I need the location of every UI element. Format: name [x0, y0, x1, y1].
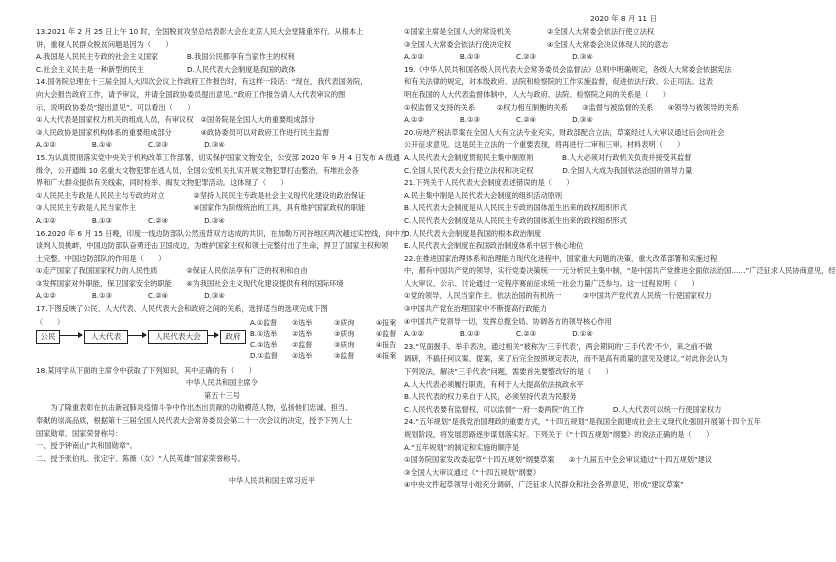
- left-line: ①走产国家了我国国家权力的人民性质 ②保证人民依法享有广泛的权利和自由: [36, 266, 308, 276]
- relationship-diagram: [36, 318, 408, 364]
- left-line: 二、授予张伯礼、张定宇、陈薇（女）“人民英雄”国家荣誉称号。: [36, 453, 245, 463]
- right-line: 公开征求意见。这是民主立法的一个重要表现，将再进行二审和三审。材料表明（ ）: [404, 140, 685, 150]
- left-line: 一、授予钟南山“共和国勋章”。: [36, 441, 137, 451]
- diagram-node-congress: 人民代表大会: [148, 330, 208, 344]
- right-line: B.人民代表大会制度是从人民民主专政的国体派生出来的政权组织形式: [404, 203, 627, 213]
- right-line: E.人民代表大会制度在我国政治制度体系中居于核心地位: [404, 241, 584, 251]
- left-line: ③发挥国家对外职能，保卫国家安全的职能 ④为我国社会主义现代化建设提供有利的国际环境: [36, 278, 344, 288]
- right-line: ①国家主席是全国人大的常设机关 ②全国人大常委会依法行使立法权: [404, 27, 655, 36]
- left-line: A.①② B.①③ C.②④ D.③④: [36, 215, 225, 225]
- right-line: A.①② B.①③ C.②③ D.③④: [404, 52, 593, 62]
- option-row: [250, 318, 420, 329]
- right-line: 21.下列关于人民代表大会制度表述错误的是（ ）: [404, 178, 574, 188]
- option-cell: B.①选举: [250, 329, 278, 338]
- option-row: [250, 340, 420, 351]
- right-line: A.民主集中制是人民代表大会制度的组织活动原则: [404, 190, 563, 200]
- option-cell: C.①选举: [250, 340, 278, 349]
- option-cell: A.①监督: [250, 318, 278, 327]
- left-line: 示，说明政协委员“提出意见”。可以看出（ ）: [36, 102, 195, 112]
- left-line: ③人民民主专政是人民当家作主 ④国家作为阶级统治的工具，具有维护国家政权的职能: [36, 203, 366, 213]
- option-row: [250, 351, 420, 362]
- right-line: B.人民代表的权力来自于人民，必须坚持代表为民服务: [404, 392, 577, 402]
- right-line: 和有关法律的规定，对本级政府、法院和检察院的工作实施监督，促进依法行政、公正司法。这表: [404, 77, 714, 87]
- right-line: A.“五年规划”的制定和实施的顺序是: [404, 442, 520, 452]
- right-line: D.人民代表大会制度是我国的根本政治制度: [404, 228, 542, 238]
- left-line: ①人大代表是国家权力机关的组成人员，有审议权 ②国务院是全国人大的重要组成部分: [36, 115, 315, 125]
- right-line: 明在我国的人大代表监督体制中，人大与政府、法院、检察院之间的关系是（ ）: [404, 89, 670, 99]
- left-line: 16.2020 年 6 月 15 日晚，印度一线边防部队公然违背双方达成的共识，在加勒万河谷地区两次越过实控线，向中方: [36, 228, 408, 238]
- option-cell: ②选举: [292, 351, 313, 360]
- left-line: 14.国务院总理在十三届全国人大四次会议上作政府工作报告时，有这样一段话：“现在，我代表国务院，: [36, 77, 368, 87]
- right-line: ④中国共产党领导一切，发挥总揽全局、协调各方的领导核心作用: [404, 316, 612, 326]
- left-line: A.①② B.①④ C.②③ D.③④: [36, 140, 225, 150]
- left-line: A.我国是人民民主专政的社会主义国家 B.我国公民都享有当家作主的权利: [36, 52, 295, 62]
- option-cell: ④监督: [376, 329, 397, 338]
- right-line: ①权监督又支持的关系 ②权力相互制衡的关系 ③监督与被监督的关系 ④领导与被领导的关系: [404, 102, 739, 112]
- right-column: [404, 26, 836, 492]
- left-line: 国家勋章、国家荣誉称号：: [36, 428, 123, 438]
- right-line: 19.《中华人民共和国各级人民代表大会常务委员会监督法》总则中明确规定，各级人大常委会依据宪法: [404, 64, 732, 74]
- right-line: 调研，不搞任何议案、提案，来了后完全按照规定表决，而不是高有质量的意见及建议。”对此你会认为: [404, 354, 728, 364]
- right-line: ④中央文件起草领导小组充分调研，广泛征求人民群众和社会各界意见，形成“建议草案”: [404, 480, 684, 490]
- diagram-node-government: 政府: [220, 330, 246, 344]
- diagram-node-citizen: 公民: [36, 330, 60, 344]
- left-line: 为了隆重表彰在抗击新冠肺炎疫情斗争中作出杰出贡献的功勋模范人物，弘扬他们忠诚、担当、: [36, 403, 353, 413]
- right-line: ③全国人大常委会依法行使决定权 ④全国人大常委会决议体现人民的意志: [404, 39, 669, 49]
- arrow-icon: [128, 335, 146, 336]
- right-line: ③全国人大审议通过《“十四五规划”纲要》: [404, 467, 541, 477]
- left-line: 向大会报告政府工作，请予审议，并请全国政协委员提出意见。”政府工作报告请人大代表审议的图: [36, 89, 346, 99]
- option-cell: ③质询: [334, 329, 355, 338]
- option-cell: ③质询: [334, 318, 355, 327]
- option-cell: ④报案: [376, 318, 397, 327]
- diagram-options: [250, 318, 420, 362]
- option-cell: ③质询: [334, 340, 355, 349]
- diagram-blank-label: （ ）: [36, 317, 64, 326]
- right-line: 22.在推进国家治理体系和治理能力现代化进程中，国家重大问题的决策、重大改革部署和实施过程: [404, 253, 718, 263]
- right-line: 20.房地产税法草案在全国人大有立法专业充实，财政部配合立法，草案经过人大审议通过后会向社会: [404, 127, 725, 137]
- right-line: ③中国共产党在治理国家中不断提高行政能力: [404, 304, 548, 314]
- left-line: 界和广大群众提供有关线索，同时检举、揭发文物犯罪活动。这体现了（ ）: [36, 178, 288, 188]
- option-cell: D.①监督: [250, 351, 278, 360]
- right-line: A.①② B.①③ C.②③ D.①④: [404, 329, 593, 339]
- left-line: 13.2021 年 2 月 25 日上午 10 时，全国脱贫攻坚总结表彰大会在北京人民大会堂隆重举行。从根本上: [36, 27, 364, 36]
- left-line: 17.下图反映了公民、人大代表、人民代表大会和政府之间的关系，选择适当的选项完成下图: [36, 304, 328, 314]
- arrow-icon: [208, 335, 218, 336]
- right-line: 人大审议、公示、讨论通过一定程序赛前征求统一社会力量广泛参与。这一过程说明（ ）: [404, 278, 699, 288]
- left-line: 讲，重视人民群众脱贫问题是因为（ ）: [36, 39, 173, 49]
- right-line: ①党的领导、人民当家作主、依法治国的有机统一 ②中国共产党代表人民统一行使国家权力: [404, 291, 712, 301]
- right-line: 规划阶段，将发展思路逐步谋划落实好。下列关于《“十四五规划”纲要》的说法正确的是（ ）: [404, 430, 714, 439]
- right-line: A.人民代表大会制度贯彻民主集中制原则 B.人大必须对行政机关负责并接受其监督: [404, 152, 692, 162]
- right-line: ①国务院国家发改委起草“十四五规划”纲要草案 ②十九届五中全会审议通过“十四五规划”建议: [404, 455, 713, 465]
- option-cell: ②选举: [292, 329, 313, 338]
- left-line: 奉献的崇高品质，根据第十三届全国人民代表大会常务委员会第二十一次会议的决定，授予下列人士: [36, 416, 353, 426]
- right-line: 24.“五年规划”是我党治国理政的重要方式，“十四五规划”是我国全面建成社会主义现代化强国开展第十四个五年: [404, 417, 761, 427]
- decree-number: 第五十三号: [204, 390, 240, 400]
- option-cell: ③监督: [334, 351, 355, 360]
- left-line: 缉令，公开通缉 10 名重大文物犯罪在逃人员，全国公安机关扎实开展文物犯罪打击整治，有堆社会各: [36, 165, 359, 175]
- option-cell: ②选举: [292, 318, 313, 327]
- left-line: 18.某同学从下面的主席令中获取了下列知识，其中正确的有（ ）: [36, 365, 256, 375]
- right-line: 中，都有中国共产党的领导，实行党委决策统一一元分析民主集中制，“是中国共产党推进全面依法治国……”广泛征求人民协商意见，经: [404, 266, 836, 276]
- left-line: C.社会主义民主是一种新型的民主 D.人民代表大会制度是我国的政体: [36, 64, 296, 74]
- option-cell: ④报案: [376, 351, 397, 360]
- right-line: C.全国人民代表大会行使立法权和决定权 D.全国人大成为我国依法治国的领导力量: [404, 165, 693, 175]
- option-cell: ②监督: [292, 340, 313, 349]
- left-line: 谈判人员挑衅，中国边防部队奋勇还击卫国戍边，为维护国家主权和领土完整付出了生命，捍卫了国家主权和领: [36, 241, 389, 251]
- left-line: 土完整。中国边防部队的作用是（ ）: [36, 253, 166, 263]
- option-row: [250, 329, 420, 340]
- decree-signature: 中华人民共和国主席习近平: [228, 476, 316, 486]
- left-line: A.①② B.①③ C.②④ D.③④: [36, 291, 225, 301]
- arrow-icon: [60, 335, 82, 336]
- decree-heading: 中华人民共和国主席令: [186, 378, 258, 388]
- left-line: ③人民政协是国家机构体系的重要组成部分 ④政协委员可以对政府工作进行民主监督: [36, 127, 330, 137]
- left-line: 15.为认真贯彻落实党中央关于机构改革工作部署，切实保护国家文物安全，公安部 2020 年 9 月 4 日发布 A 级通: [36, 152, 400, 162]
- diagram-node-deputy: 人大代表: [84, 330, 128, 344]
- right-line: C.人民代表大会制度是从人民民主专政的国体派生出来的政权组织形式: [404, 215, 627, 225]
- right-line: A.人大代表必须履行职责，有利于人大提高依法执政水平: [404, 379, 584, 389]
- right-line: C.人民代表要有监督权，可以监督“一府一委两院”的工作 D.人大代表可以统一行使国家权力: [404, 404, 722, 414]
- left-column: [36, 26, 408, 488]
- left-line: ①人民民主专政是人民民主与专政的对立 ②坚持人民民主专政是社会主义现代化建设的政治保证: [36, 190, 366, 200]
- option-cell: ④报告: [376, 340, 397, 349]
- right-line: A.①② B.①③ C.②④ D.③④: [404, 115, 593, 125]
- exam-date: 2020 年 8 月 11 日: [590, 14, 657, 23]
- right-line: 下列说法，解决“三手代表”问题，需要首先要整改好的是（ ）: [404, 367, 613, 377]
- right-line: 23.“见面握手、举手表决，通过相关“被称为‘三手代表’，两会期间的‘三手代表’不少，来之前不做: [404, 341, 713, 351]
